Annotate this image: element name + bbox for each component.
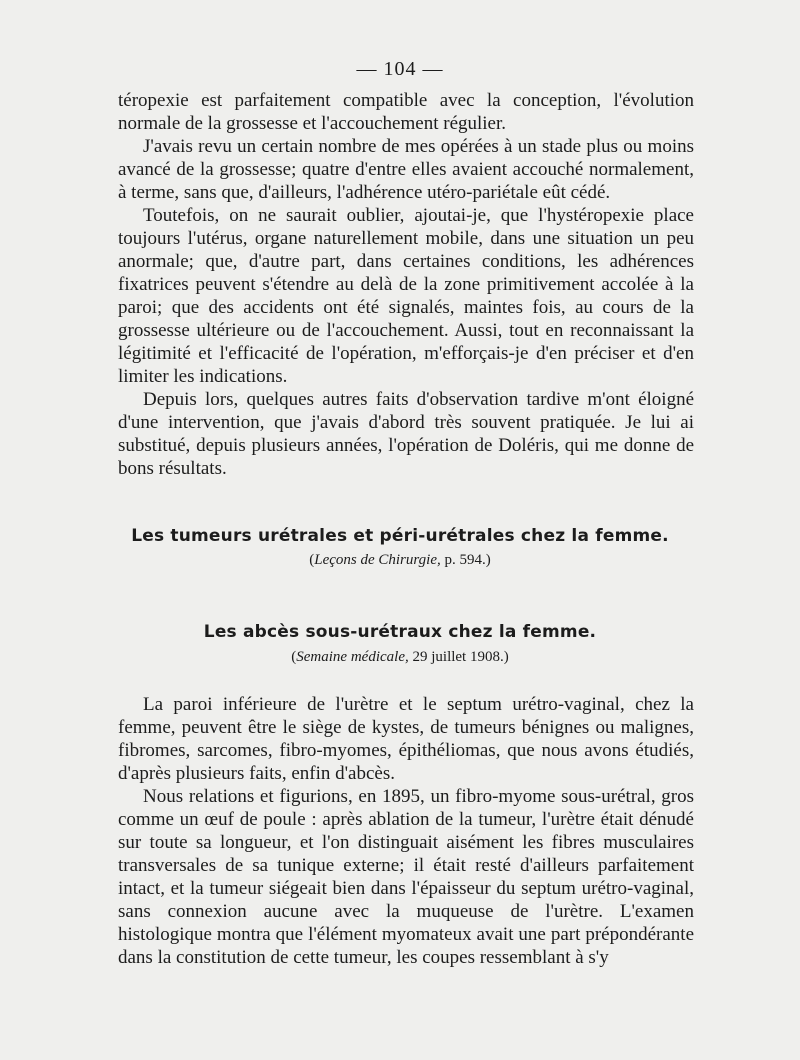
paragraph: Toutefois, on ne saurait oublier, ajoutai-je, que l'hystéropexie place toujours l'utérus, organe naturellement mobile, dans une situation un peu anormale; que, d'autre part, dans certaines conditions, les adhérences fixatrices peuvent s'étendre au delà de la zone primitivement accolée à la paroi; que des accidents ont été signalés, maintes fois, au cours de la grossesse ultérieure ou de l'accouchement. Aussi, tout en reconnaissant la légitimité et l'efficacité de l'opération, m'efforçais-je d'en préciser et d'en limiter les indications. (118, 205, 694, 387)
page-number: — 104 — (356, 58, 444, 80)
source-title: Leçons de Chirurgie, (314, 552, 441, 568)
paragraph: Depuis lors, quelques autres faits d'observation tardive m'ont éloigné d'une intervention, que j'avais d'abord très souvent pratiquée. Je lui ai substitué, depuis plusieurs années, l'opération de Doléris, qui me donne de bons résultats. (118, 389, 694, 479)
paragraph: téropexie est parfaitement compatible avec la conception, l'évolution normale de la grossesse et l'accouchement régulier. (118, 90, 694, 134)
section-source: (Leçons de Chirurgie, p. 594.) (309, 552, 491, 568)
body-text (118, 693, 694, 969)
section-title: Les tumeurs urétrales et péri-urétrales chez la femme. (131, 526, 669, 546)
paragraph: J'avais revu un certain nombre de mes opérées à un stade plus ou moins avancé de la grossesse; quatre d'entre elles avaient accouché normalement, à terme, sans que, d'ailleurs, l'adhérence utéro-pariétale eût cédé. (118, 136, 694, 203)
intro-text (118, 89, 694, 480)
paragraph: Nous relations et figurions, en 1895, un fibro-myome sous-urétral, gros comme un œuf de poule : après ablation de la tumeur, l'urètre était dénudé sur toute sa longueur, et l'on distinguait aisément les fibres musculaires transversales de sa tunique externe; il était resté d'ailleurs parfaitement intact, et la tumeur siégeait bien dans l'épaisseur du septum urétro-vaginal, sans connexion aucune avec la muqueuse de l'urètre. L'examen histologique montra que l'élément myomateux avait une part prépondérante dans la constitution de cette tumeur, les coupes ressemblant à s'y (118, 786, 694, 968)
section-title: Les abcès sous-urétraux chez la femme. (203, 622, 597, 642)
paragraph: La paroi inférieure de l'urètre et le septum urétro-vaginal, chez la femme, peuvent être le siège de kystes, de tumeurs bénignes ou malignes, fibromes, sarcomes, fibro-myomes, épithéliomas, que nous avons étudiés, d'après plusieurs faits, enfin d'abcès. (118, 694, 694, 784)
section-source: (Semaine médicale, 29 juillet 1908.) (291, 649, 509, 665)
source-title: Semaine médicale, (296, 649, 409, 665)
